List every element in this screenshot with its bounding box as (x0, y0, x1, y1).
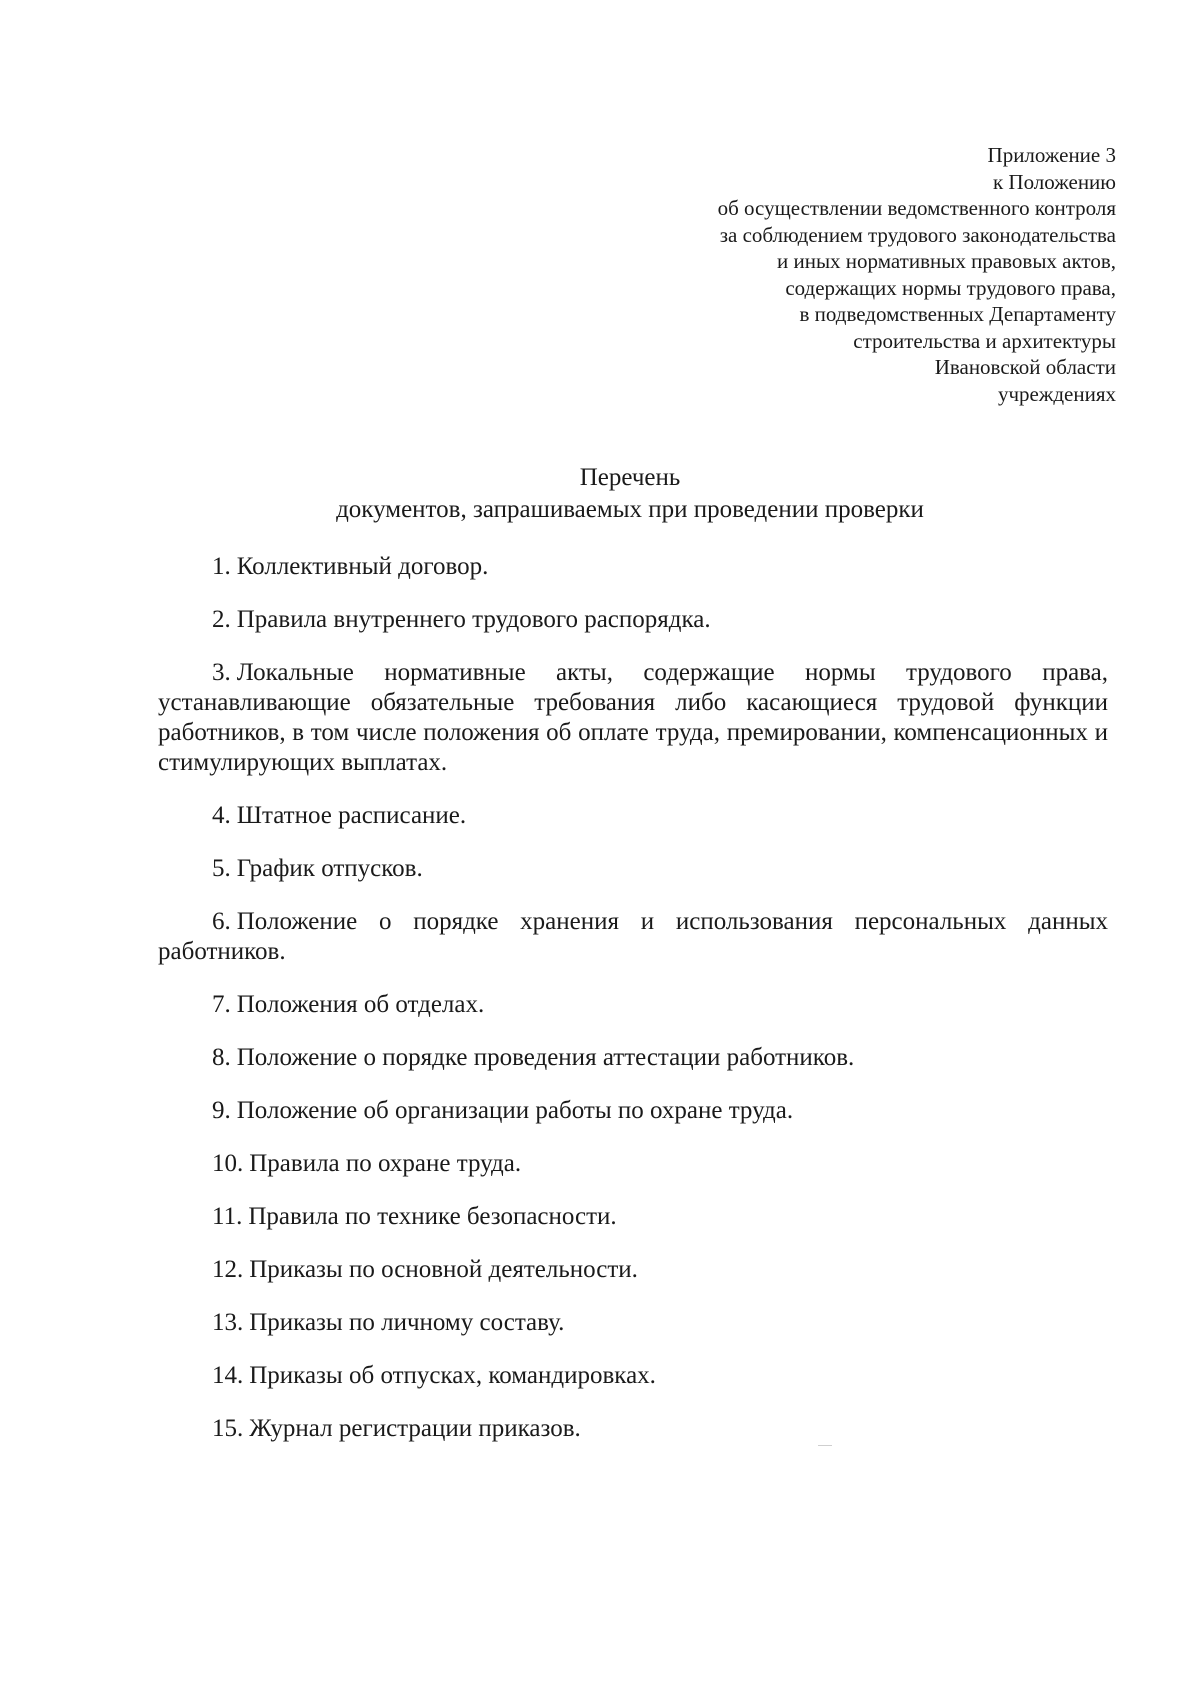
list-item (158, 1096, 1108, 1126)
item-text: Положение о порядке проведения аттестации работников. (236, 1044, 855, 1071)
item-number: 10. (212, 1150, 244, 1177)
item-number: 1. (212, 553, 231, 580)
header-line: за соблюдением трудового законодательства (719, 222, 1116, 247)
item-number: 13. (212, 1309, 244, 1336)
item-text: Штатное расписание. (236, 802, 467, 829)
list-item (158, 1149, 1108, 1179)
list-item (158, 1202, 1108, 1232)
title-subheading: документов, запрашиваемых при проведении проверки (336, 496, 924, 523)
list-item (158, 907, 1108, 967)
item-text: Приказы об отпусках, командировках. (249, 1362, 656, 1389)
appendix-header (596, 142, 1116, 407)
item-text: Приказы по основной деятельности. (249, 1256, 638, 1283)
header-line: об осуществлении ведомственного контроля (717, 196, 1116, 220)
item-text: Приказы по личному составу. (249, 1309, 565, 1336)
item-number: 3. (212, 659, 231, 686)
item-text: График отпусков. (236, 855, 423, 882)
item-text: Коллективный договор. (236, 553, 489, 580)
header-line: строительства и архитектуры (853, 328, 1116, 353)
header-line: и иных нормативных правовых актов, (776, 249, 1116, 273)
item-text: Правила внутреннего трудового распорядка. (236, 606, 711, 633)
item-text: Положения об отделах. (236, 991, 485, 1018)
document-title (150, 462, 1110, 526)
item-number: 5. (212, 855, 231, 882)
item-number: 6. (212, 908, 231, 935)
item-text: Правила по технике безопасности. (248, 1203, 617, 1230)
item-number: 2. (212, 606, 231, 633)
list-item (158, 990, 1108, 1020)
item-number: 14. (212, 1362, 244, 1389)
header-line: Ивановской области (934, 355, 1116, 379)
list-item (158, 1361, 1108, 1391)
item-number: 15. (212, 1415, 244, 1442)
item-number: 7. (212, 991, 231, 1018)
document-list (158, 552, 1108, 1467)
header-line: к Положению (992, 169, 1116, 194)
list-item (158, 1043, 1108, 1073)
item-number: 8. (212, 1044, 231, 1071)
item-number: 12. (212, 1256, 244, 1283)
item-number: 9. (212, 1097, 231, 1124)
list-item (158, 605, 1108, 635)
item-text: Положение об организации работы по охране труда. (236, 1097, 794, 1124)
header-line: учреждениях (997, 381, 1116, 406)
list-item (158, 1308, 1108, 1338)
list-item (158, 658, 1108, 778)
header-line: в подведомственных Департаменту (799, 302, 1116, 326)
list-item (158, 552, 1108, 582)
list-item (158, 854, 1108, 884)
header-line: содержащих нормы трудового права, (785, 275, 1116, 300)
item-text: Журнал регистрации приказов. (249, 1415, 581, 1442)
scan-speck (818, 1445, 832, 1446)
item-number: 4. (212, 802, 231, 829)
title-heading: Перечень (579, 464, 681, 491)
item-text: Локальные нормативные акты, содержащие нормы трудового права, устанавливающие обязательные требования либо касающиеся трудовой функции работников, в том числе положения об оплате труда, премировании, компенсационных и стимулирующих выплатах. (158, 659, 1108, 776)
list-item (158, 1414, 1108, 1444)
item-text: Положение о порядке хранения и использования персональных данных работников. (158, 908, 1108, 965)
header-line: Приложение 3 (987, 143, 1116, 167)
item-text: Правила по охране труда. (249, 1150, 522, 1177)
list-item (158, 801, 1108, 831)
item-number: 11. (212, 1203, 243, 1230)
list-item (158, 1255, 1108, 1285)
